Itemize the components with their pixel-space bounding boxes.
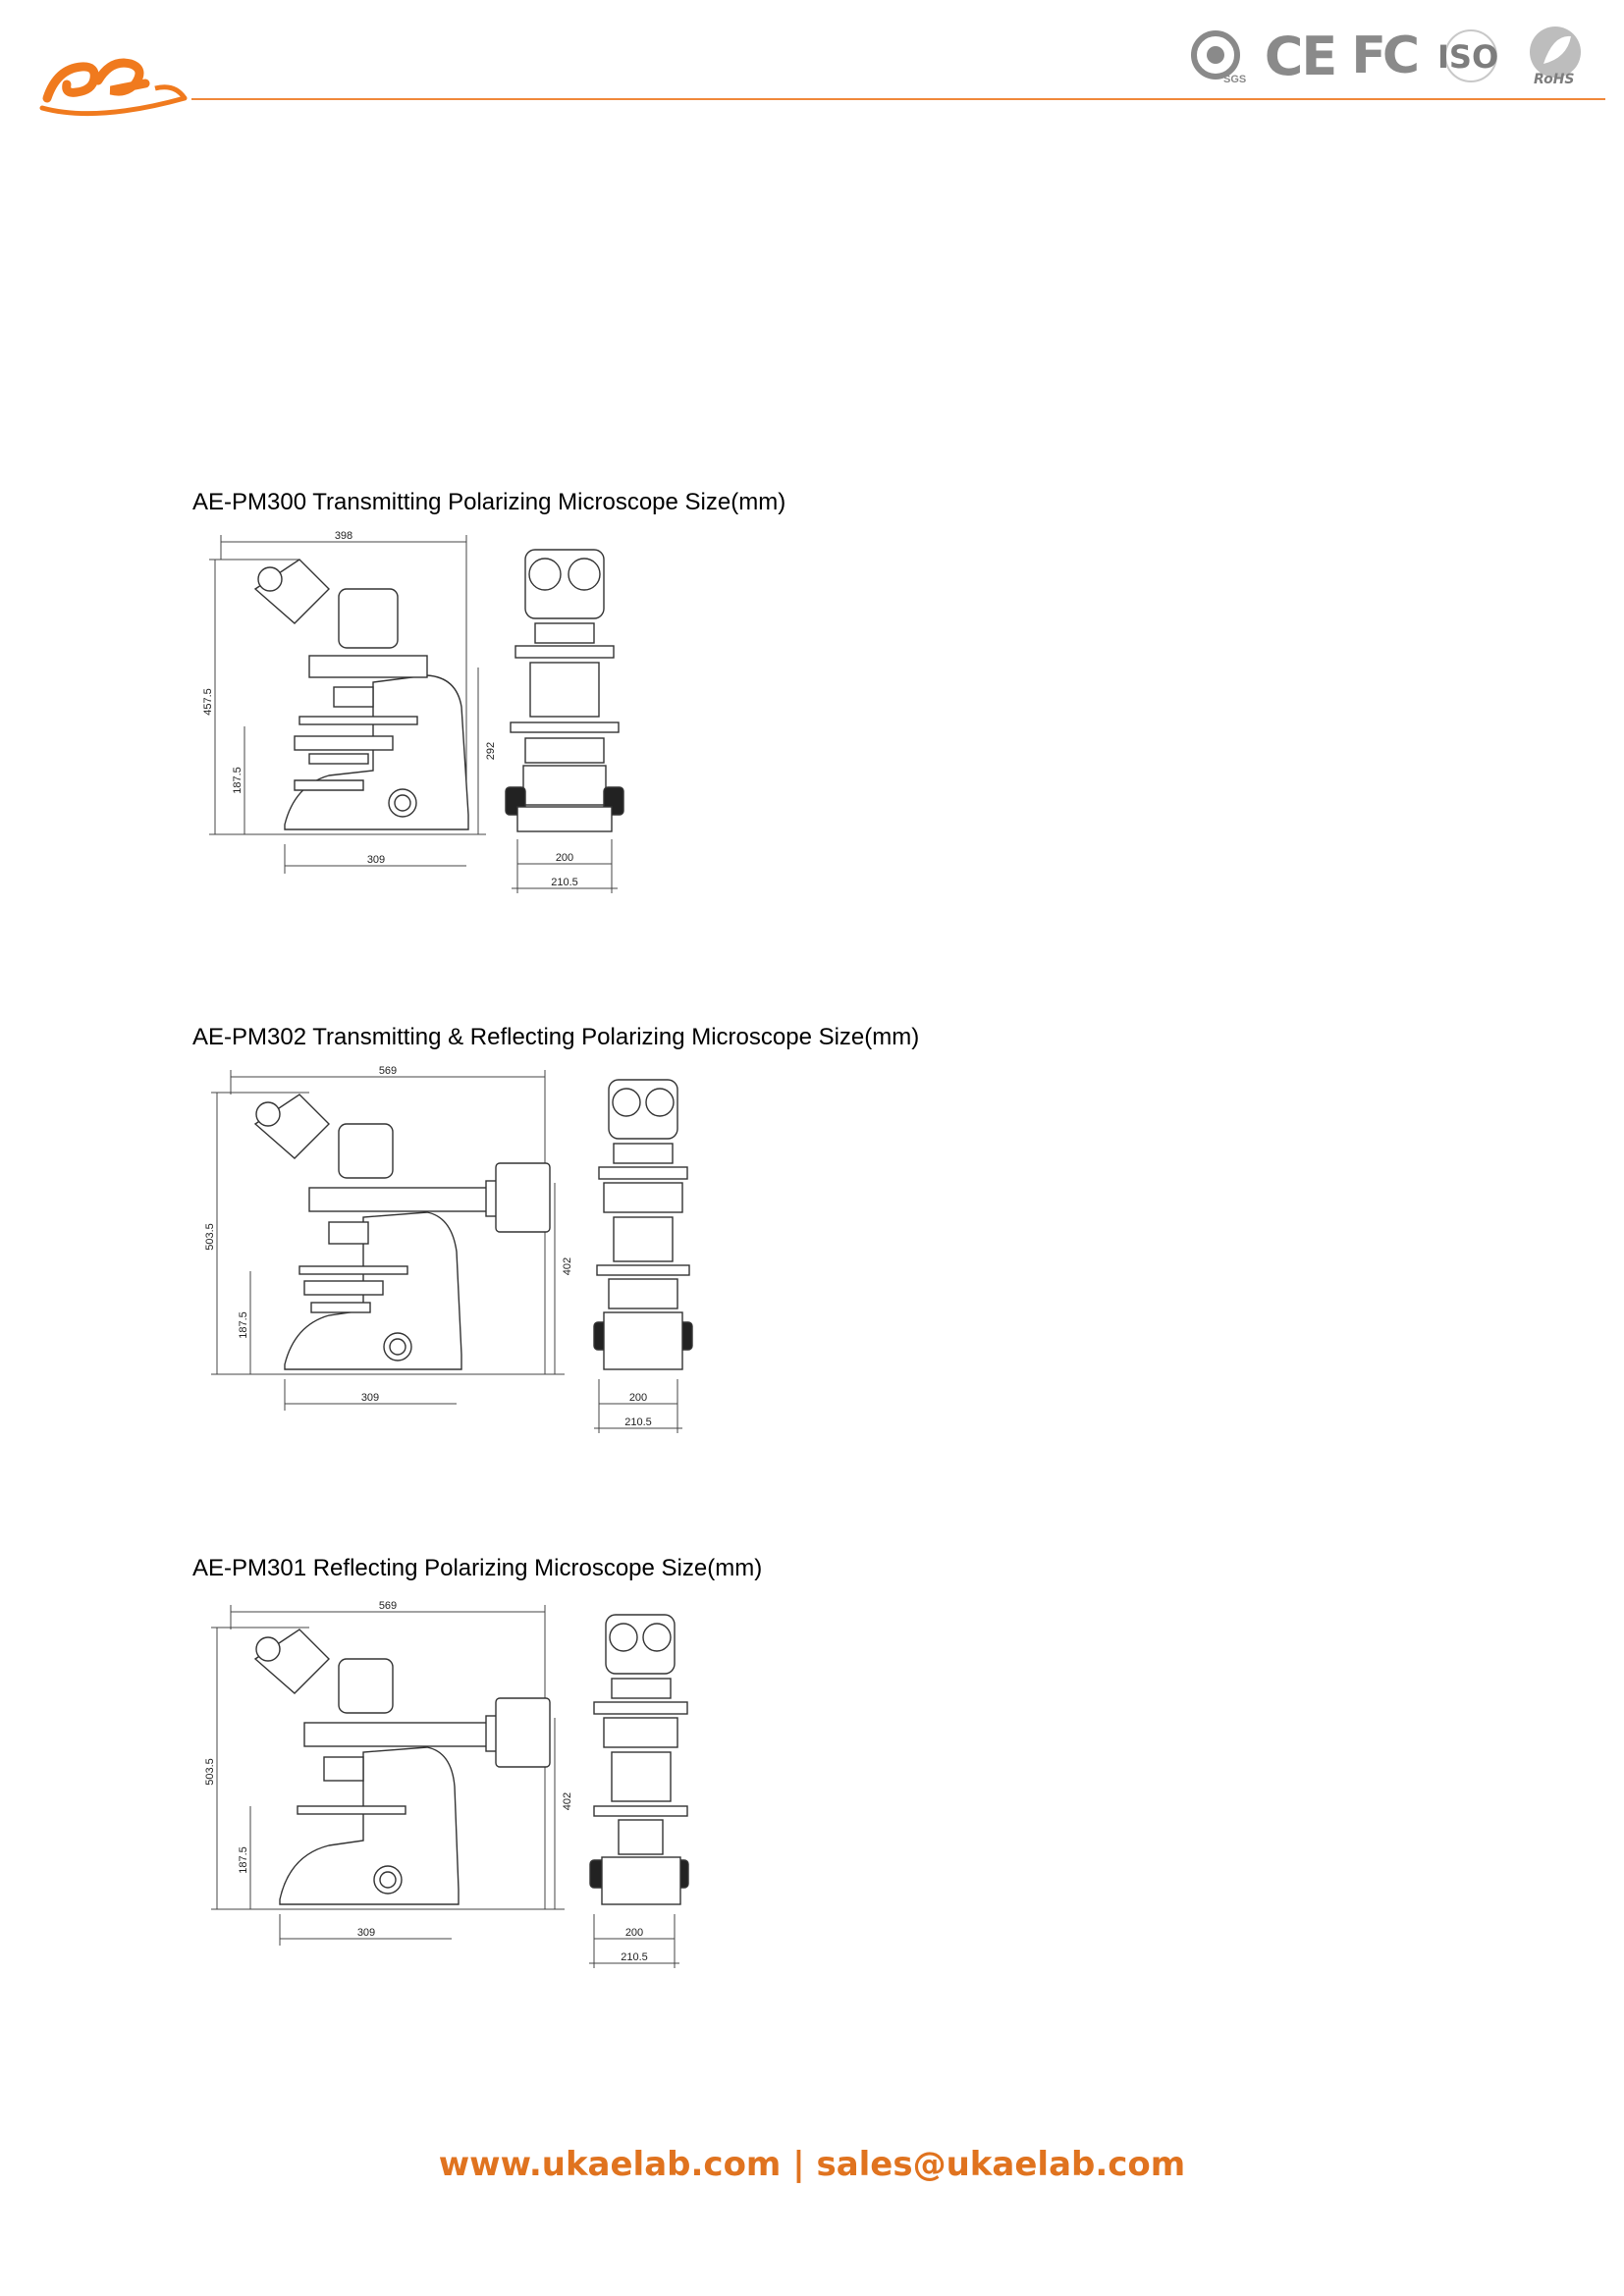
- dim-stage-height: 187.5: [232, 767, 244, 794]
- section-title-pm300: AE-PM300 Transmitting Polarizing Microscope Size(mm): [192, 489, 786, 515]
- fcc-icon: FC: [1351, 27, 1416, 85]
- dim-base-depth: 309: [356, 1927, 376, 1939]
- email-link[interactable]: sales@ukaelab.com: [816, 2145, 1186, 2184]
- dim-front-total: 210.5: [551, 877, 578, 888]
- ce-icon: CE: [1264, 25, 1336, 87]
- page-footer: [0, 2145, 1624, 2184]
- page-header: [0, 0, 1624, 118]
- dim-front-base: 200: [555, 852, 574, 864]
- dim-arm-height: 402: [562, 1256, 573, 1276]
- dim-stage-height: 187.5: [238, 1846, 249, 1874]
- dim-base-depth: 309: [360, 1392, 380, 1404]
- iso-icon: [1432, 27, 1510, 85]
- pm302-dimension-drawing: [201, 1065, 751, 1438]
- dim-base-depth: 309: [366, 854, 386, 866]
- dim-total-height: 503.5: [204, 1223, 216, 1251]
- dim-arm-height: 402: [562, 1791, 573, 1811]
- pm300-dimension-drawing: [201, 530, 673, 903]
- dim-front-base: 200: [628, 1392, 648, 1404]
- dim-arm-height: 292: [485, 741, 497, 761]
- dim-total-height: 503.5: [204, 1758, 216, 1786]
- dim-top-width: 569: [378, 1065, 398, 1077]
- rohs-icon: [1526, 25, 1585, 87]
- ae-logo: [37, 29, 194, 118]
- certification-logos: [1188, 22, 1585, 90]
- section-title-pm302: AE-PM302 Transmitting & Reflecting Polarizing Microscope Size(mm): [192, 1024, 920, 1050]
- dim-top-width: 398: [334, 530, 353, 542]
- section-title-pm301: AE-PM301 Reflecting Polarizing Microscope Size(mm): [192, 1555, 763, 1581]
- dim-front-base: 200: [624, 1927, 644, 1939]
- svg-text:ISO: ISO: [1437, 38, 1499, 76]
- svg-text:SGS: SGS: [1222, 74, 1247, 85]
- header-rule: [191, 98, 1605, 100]
- sgs-icon: [1188, 26, 1249, 86]
- dim-total-height: 457.5: [202, 688, 214, 716]
- dim-top-width: 569: [378, 1600, 398, 1612]
- svg-text:RoHS: RoHS: [1534, 72, 1575, 87]
- website-link[interactable]: www.ukaelab.com: [438, 2145, 782, 2184]
- dim-stage-height: 187.5: [238, 1311, 249, 1339]
- footer-separator: |: [792, 2145, 805, 2184]
- pm301-dimension-drawing: [201, 1600, 751, 1973]
- dim-front-total: 210.5: [621, 1951, 648, 1963]
- dim-front-total: 210.5: [624, 1416, 652, 1428]
